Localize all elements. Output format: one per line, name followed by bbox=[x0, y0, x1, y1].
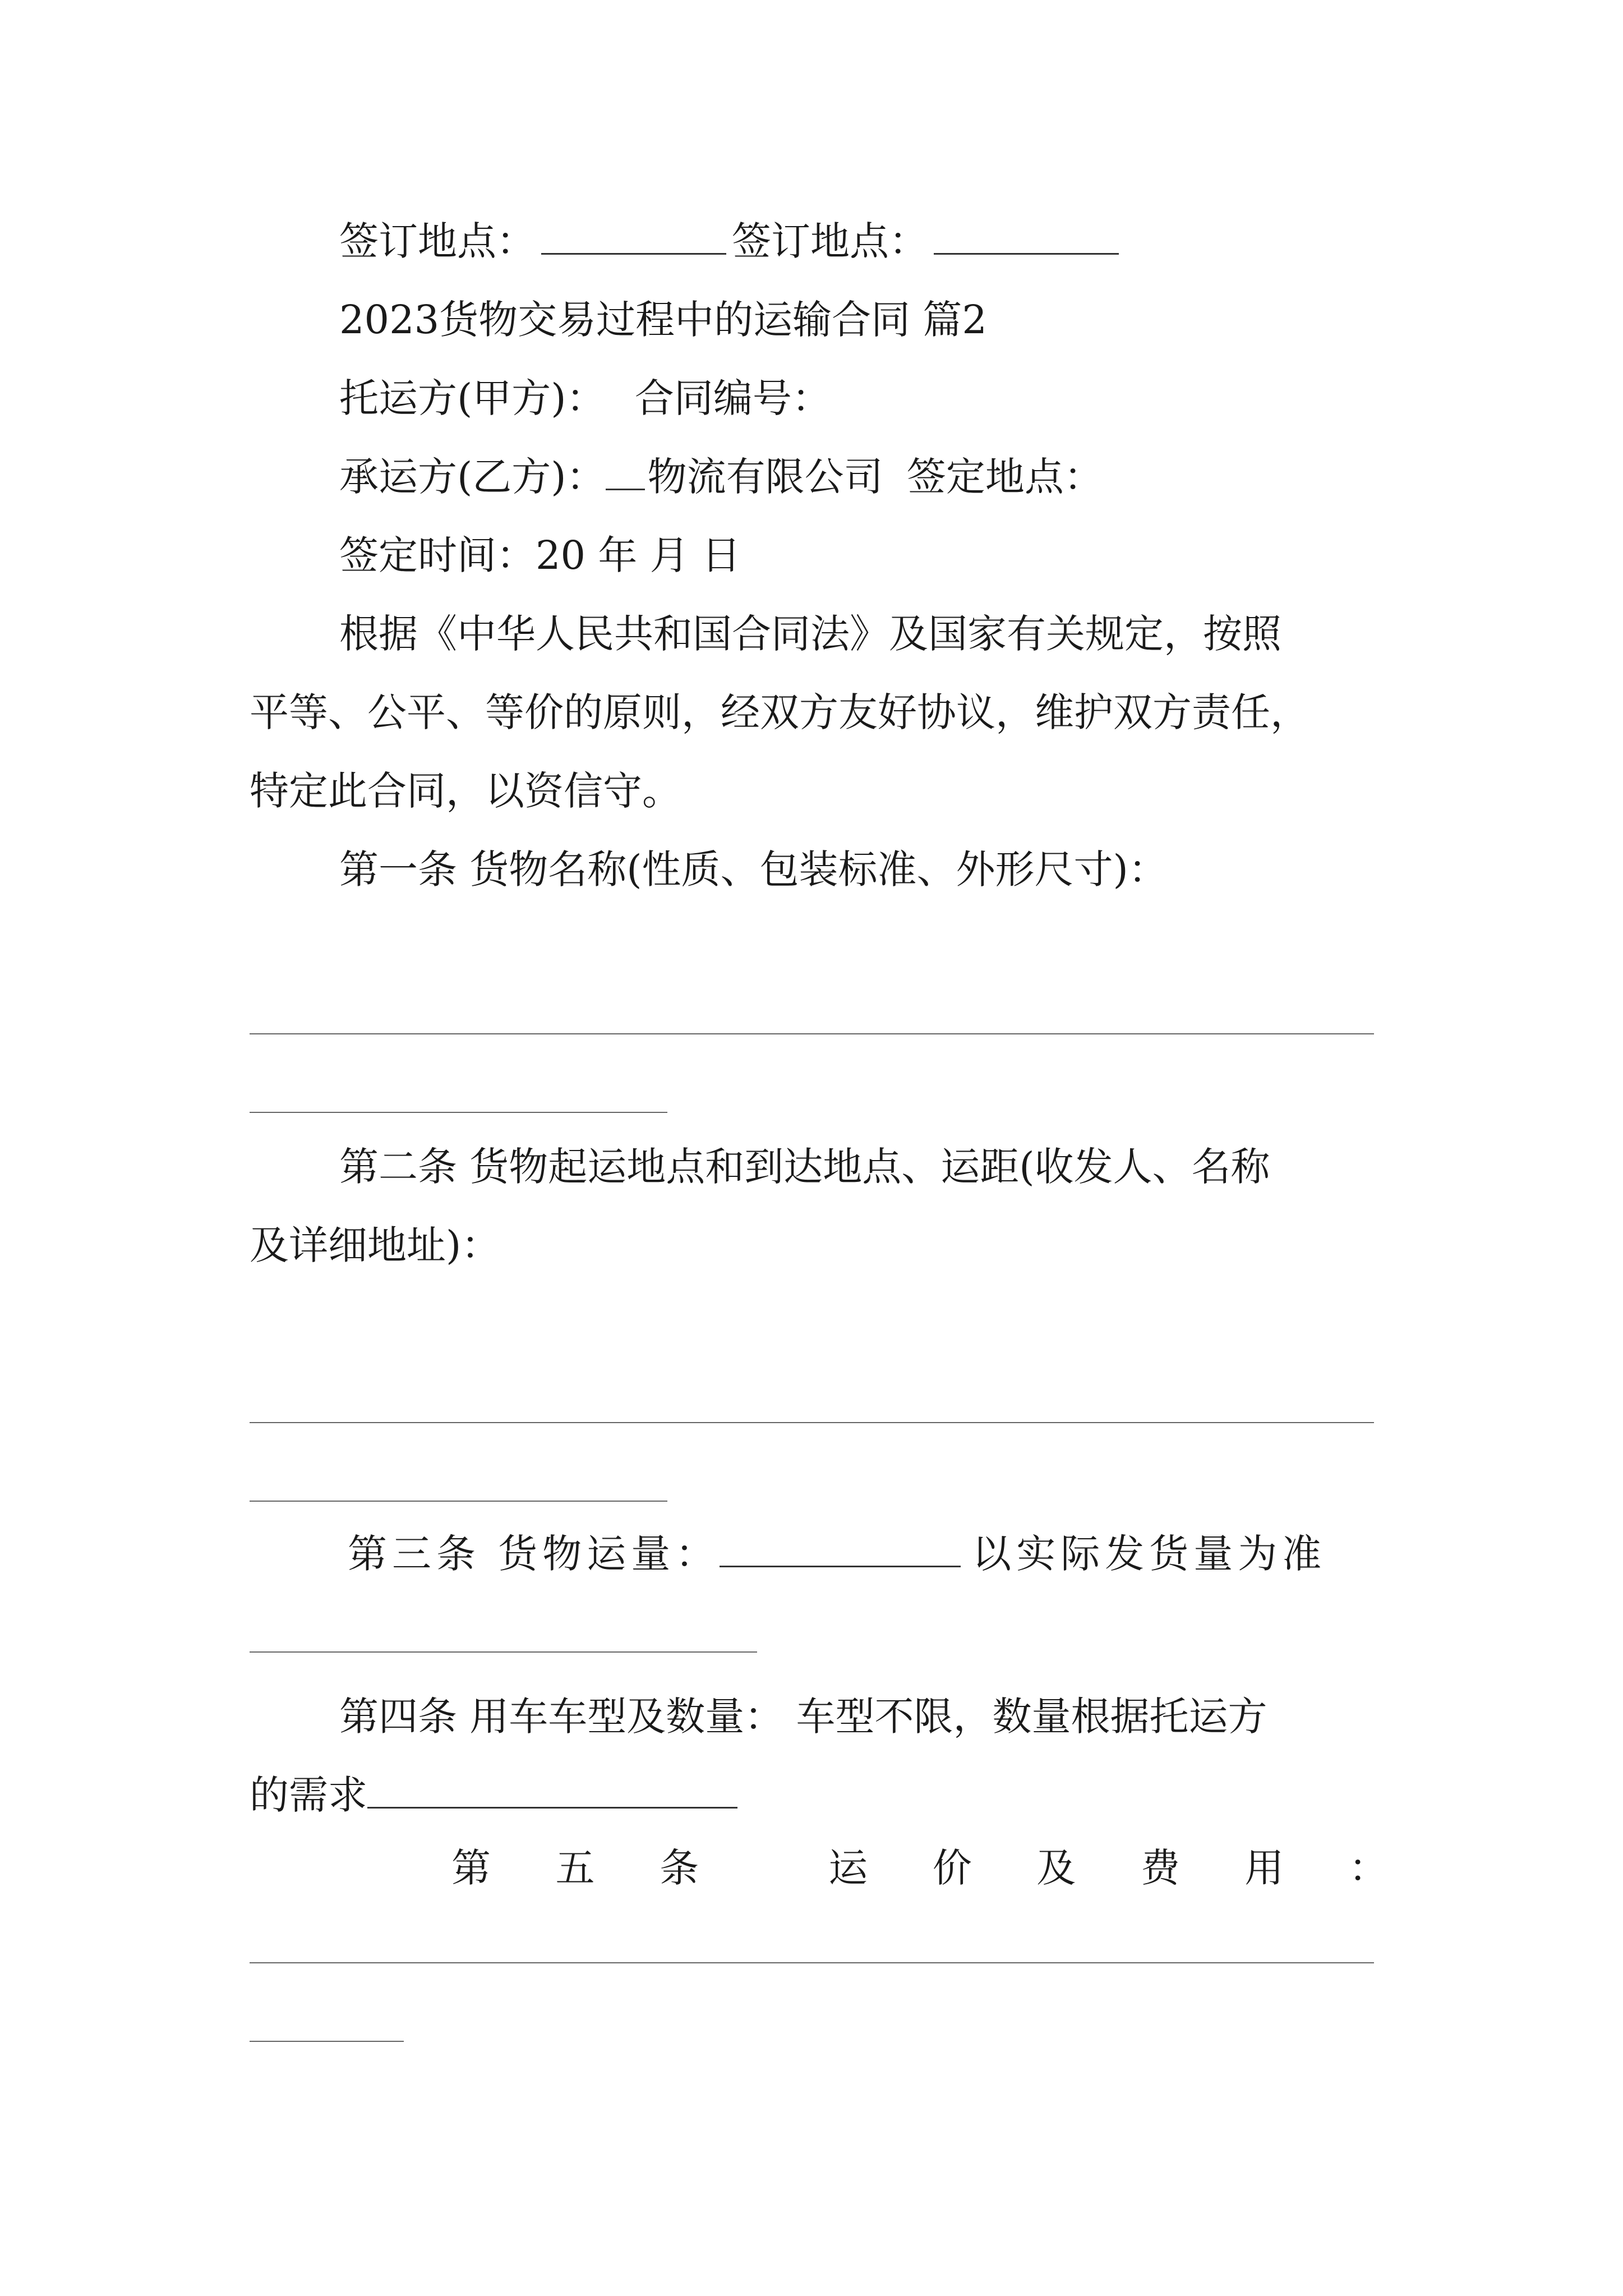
article-3-blank bbox=[720, 1526, 961, 1567]
contract-no-label: 合同编号： bbox=[634, 375, 831, 421]
fill-rule-5a bbox=[250, 1962, 1374, 1963]
sign-place-blank-b bbox=[934, 214, 1119, 255]
sign-place-row bbox=[339, 213, 1124, 269]
fill-rule-3 bbox=[250, 1651, 757, 1653]
article-4-text: 的需求 bbox=[250, 1772, 367, 1818]
article-3-label: 第三条 货物运量： bbox=[348, 1531, 720, 1577]
fill-rule-1b bbox=[250, 1112, 667, 1113]
section-heading: 2023货物交易过程中的运输合同 篇2 bbox=[339, 297, 987, 343]
article-3-note: 以实际发货量为准 bbox=[972, 1531, 1327, 1577]
shipper-label: 托运方(甲方)： bbox=[339, 375, 606, 421]
article-5-char: 五 bbox=[555, 1845, 595, 1891]
fill-rule-2b bbox=[250, 1501, 667, 1502]
shipper-row bbox=[339, 370, 831, 426]
basis-line-3: 特定此合同，以资信守。 bbox=[250, 768, 681, 814]
article-3 bbox=[348, 1526, 1326, 1582]
fill-rule-1a bbox=[250, 1033, 1374, 1034]
article-5-char: 用 bbox=[1244, 1845, 1284, 1891]
carrier-name: 物流有限公司 bbox=[647, 454, 883, 500]
article-4-line-2 bbox=[250, 1767, 737, 1823]
article-5-char: ： bbox=[1348, 1845, 1388, 1891]
sign-place-label-a: 签订地点： bbox=[339, 218, 536, 264]
sign-time: 签定时间：20 年 月 日 bbox=[339, 532, 741, 578]
sign-place-label-b: 签订地点： bbox=[732, 218, 928, 264]
carrier-label: 承运方(乙方)： bbox=[339, 454, 606, 500]
sign-place-blank-a bbox=[541, 214, 726, 255]
fill-rule-2a bbox=[250, 1422, 1374, 1423]
article-5 bbox=[451, 1840, 1388, 1896]
basis-line-1: 根据《中华人民共和国合同法》及国家有关规定，按照 bbox=[339, 611, 1281, 657]
article-4-line-1: 第四条 用车车型及数量： 车型不限，数量根据托运方 bbox=[339, 1694, 1267, 1740]
article-5-char: 条 bbox=[660, 1845, 699, 1891]
article-5-char: 价 bbox=[932, 1845, 972, 1891]
article-2-line-2: 及详细地址)： bbox=[250, 1222, 501, 1268]
article-4-blank bbox=[367, 1768, 737, 1809]
article-1: 第一条 货物名称(性质、包装标准、外形尺寸)： bbox=[339, 846, 1168, 892]
sign-place-label-c: 签定地点： bbox=[906, 454, 1103, 500]
fill-rule-5b bbox=[250, 2041, 404, 2042]
article-5-char: 及 bbox=[1036, 1845, 1076, 1891]
article-5-char: 运 bbox=[828, 1845, 868, 1891]
carrier-blank bbox=[606, 449, 645, 490]
basis-line-2: 平等、公平、等价的原则，经双方友好协议，维护双方责任， bbox=[250, 689, 1310, 735]
article-5-char: 第 bbox=[451, 1845, 491, 1891]
article-5-char: 费 bbox=[1140, 1845, 1180, 1891]
article-2-line-1: 第二条 货物起运地点和到达地点、运距(收发人、名称 bbox=[339, 1144, 1270, 1190]
carrier-row bbox=[339, 449, 1103, 505]
